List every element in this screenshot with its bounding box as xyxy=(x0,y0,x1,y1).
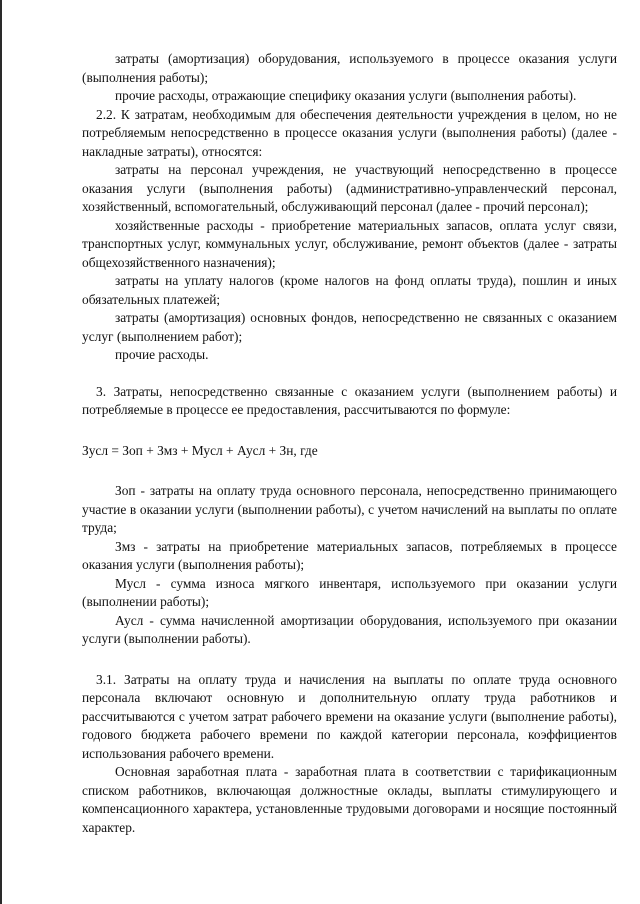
definition-zmz: Змз - затраты на приобретение материальных запасов, потребляемых в процессе оказания услуги (выполнения работы); xyxy=(82,538,617,572)
paragraph-4: затраты на персонал учреждения, не участвующий непосредственно в процессе оказания услуги (выполнения работы) (административно-управленческий персонал, хозяйственный, вспомогательный, обслуживающий персонал (далее - прочий персонал); xyxy=(82,162,617,214)
paragraph-1: затраты (амортизация) оборудования, используемого в процессе оказания услуги (выполнения работы); xyxy=(82,51,617,85)
paragraph-2-2: 2.2. К затратам, необходимым для обеспечения деятельности учреждения в целом, но не потребляемым непосредственно в процессе оказания услуги (выполнения работы) (далее - накладные затраты), относятся: xyxy=(82,106,617,159)
paragraph-6: затраты на уплату налогов (кроме налогов на фонд оплаты труда), пошлин и иных обязательных платежей; xyxy=(82,273,617,307)
paragraph-5: хозяйственные расходы - приобретение материальных запасов, оплата услуг связи, транспортных услуг, коммунальных услуг, обслуживание, ремонт объектов (далее - затраты общехозяйственного назначения); xyxy=(82,217,617,270)
definition-zop: Зоп - затраты на оплату труда основного персонала, непосредственно принимающего участие в оказании услуги (выполнении работы), с учетом начислений на выплаты по оплате труда; xyxy=(82,483,617,535)
scan-edge-shadow xyxy=(0,0,2,904)
definition-ausl: Аусл - сумма начисленной амортизации оборудования, используемого при оказании услуги (выполнении работы). xyxy=(82,612,617,646)
paragraph-salary: Основная заработная плата - заработная плата в соответствии с тарификационным списком работников, включающая должностные оклады, выплаты стимулирующего и компенсационного характера, установленные трудовыми договорами и носящие постоянный характер. xyxy=(82,764,617,835)
paragraph-8: прочие расходы. xyxy=(115,347,209,362)
document-text xyxy=(82,50,617,837)
formula: Зусл = Зоп + Змз + Мусл + Аусл + Зн, где xyxy=(82,442,318,458)
definition-musl: Мусл - сумма износа мягкого инвентаря, используемого при оказании услуги (выполнении работы); xyxy=(82,575,617,609)
paragraph-3-1: 3.1. Затраты на оплату труда и начисления на выплаты по оплате труда основного персонала включают основную и дополнительную оплату труда работников и рассчитываются с учетом затрат рабочего времени на оказание услуги (выполнение работы), годового бюджета рабочего времени по каждой категории персонала, коэффициентов использования рабочего времени. xyxy=(82,671,617,761)
paragraph-7: затраты (амортизация) основных фондов, непосредственно не связанных с оказанием услуг (выполнением работ); xyxy=(82,310,617,344)
paragraph-3: 3. Затраты, непосредственно связанные с оказанием услуги (выполнением работы) и потребляемые в процессе ее предоставления, рассчитываются по формуле: xyxy=(82,383,617,417)
paragraph-2: прочие расходы, отражающие специфику оказания услуги (выполнения работы). xyxy=(115,88,577,103)
